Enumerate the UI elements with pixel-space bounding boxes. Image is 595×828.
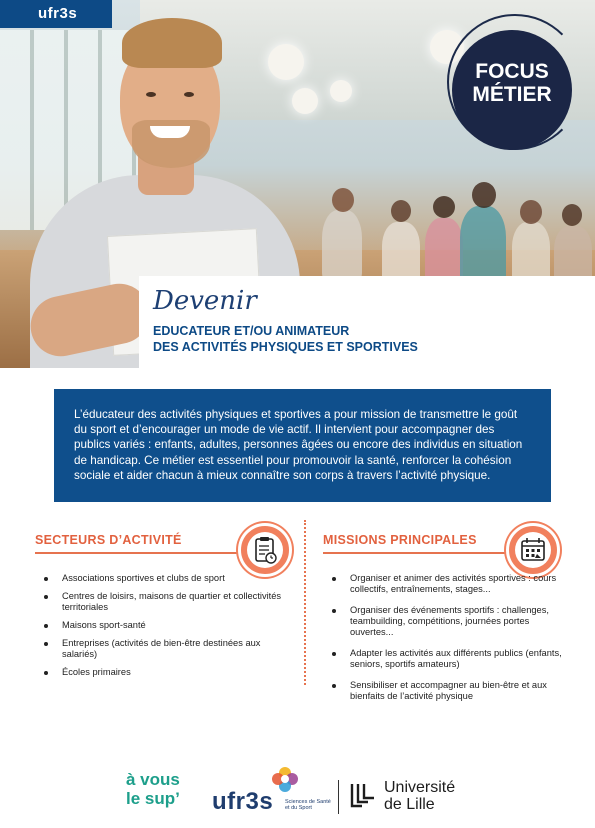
missions-item-text: Sensibiliser et accompagner au bien-être et aux bienfaits de l’activité physique	[350, 680, 547, 701]
missions-item-text: Adapter les activités aux différents publics (enfants, seniors, sportifs amateurs)	[350, 648, 562, 669]
bullet-icon	[44, 624, 48, 628]
ufr3s-logo: ufr3s	[212, 788, 274, 815]
coach-hair	[122, 18, 222, 68]
univ-line-2: de Lille	[384, 796, 435, 813]
ufr3s-subtitle	[285, 799, 331, 811]
badge-line-2: MÉTIER	[472, 83, 552, 106]
sectors-item-text: Centres de loisirs, maisons de quartier et collectivités territoriales	[62, 591, 282, 612]
coach-eye	[146, 92, 156, 97]
missions-item	[350, 648, 565, 670]
ufr3s-subtitle-line-1: Sciences de Santé	[285, 799, 331, 805]
missions-list	[350, 573, 565, 712]
page-title	[153, 323, 418, 355]
brand-logo-text: ufr3s	[38, 5, 78, 22]
univ-line-1: Université	[384, 779, 456, 796]
child-figure	[322, 210, 362, 280]
avous-line-2: le sup’	[126, 789, 180, 808]
ceiling-lamp	[268, 44, 304, 80]
child-head	[562, 204, 582, 226]
child-head	[520, 200, 542, 224]
bullet-icon	[44, 642, 48, 646]
missions-item-text: Organiser des événements sportifs : challenges, teambuilding, compétitions, journées portes ouvertes...	[350, 605, 549, 637]
sectors-item	[62, 573, 287, 584]
child-figure	[512, 222, 550, 284]
ufr3s-flower-icon	[270, 765, 300, 795]
sectors-item-text: Maisons sport-santé	[62, 620, 146, 630]
bullet-icon	[332, 577, 336, 581]
sectors-item	[62, 620, 287, 631]
child-head	[332, 188, 354, 212]
a-vous-le-sup-logo	[126, 770, 180, 808]
child-figure	[382, 222, 420, 282]
sectors-heading: SECTEURS D’ACTIVITÉ	[35, 533, 182, 547]
focus-metier-badge	[452, 30, 572, 150]
missions-underline	[323, 552, 513, 554]
brand-tab	[0, 0, 112, 28]
ceiling-lamp	[330, 80, 352, 102]
child-figure	[460, 206, 506, 284]
ufr3s-subtitle-line-2: et du Sport	[285, 805, 312, 811]
ceiling-lamp	[292, 88, 318, 114]
title-line-1: EDUCATEUR ET/OU ANIMATEUR	[153, 324, 350, 338]
child-head	[472, 182, 496, 208]
missions-item	[350, 573, 565, 595]
bullet-icon	[332, 652, 336, 656]
column-divider	[304, 520, 306, 685]
bullet-icon	[44, 577, 48, 581]
child-head	[391, 200, 411, 222]
coach-smile	[150, 126, 190, 138]
title-line-2: DES ACTIVITÉS PHYSIQUES ET SPORTIVES	[153, 340, 418, 354]
child-figure	[425, 218, 463, 284]
bullet-icon	[332, 684, 336, 688]
intro-text: L’éducateur des activités physiques et sportives a pour mission de transmettre le goût du sport et d’encourager un mode de vie actif. Il intervient pour accompagner des publics variés : enfants, adultes, personnes âgées ou encore des individus en situation de handicap. Ce métier est essentiel pour promouvoir la santé, renforcer la cohésion sociale et aider chacun à mieux connaître son corps à travers l’activité physique.	[54, 389, 551, 502]
avous-line-1: à vous	[126, 770, 180, 789]
sectors-item	[62, 638, 287, 660]
sectors-item-text: Écoles primaires	[62, 667, 131, 677]
coach-eye	[184, 92, 194, 97]
sectors-item	[62, 591, 287, 613]
sectors-list	[62, 573, 287, 685]
sectors-item	[62, 667, 287, 678]
bullet-icon	[332, 609, 336, 613]
missions-heading: MISSIONS PRINCIPALES	[323, 533, 477, 547]
page-title-prefix: Devenir	[153, 286, 257, 316]
logo-separator	[338, 780, 339, 814]
clipboard-icon	[238, 523, 292, 577]
missions-item-text: Organiser et animer des activités sportives : cours collectifs, entraînements, stages...	[350, 573, 557, 594]
universite-lille-icon	[350, 782, 376, 812]
badge-line-1: FOCUS	[475, 60, 549, 83]
missions-item	[350, 680, 565, 702]
universite-de-lille-logo	[384, 779, 455, 813]
sectors-item-text: Entreprises (activités de bien-être destinées aux salariés)	[62, 638, 261, 659]
missions-item	[350, 605, 565, 638]
bullet-icon	[44, 671, 48, 675]
calendar-icon	[506, 523, 560, 577]
sectors-underline	[35, 552, 245, 554]
sectors-item-text: Associations sportives et clubs de sport	[62, 573, 225, 583]
child-head	[433, 196, 455, 218]
bullet-icon	[44, 595, 48, 599]
